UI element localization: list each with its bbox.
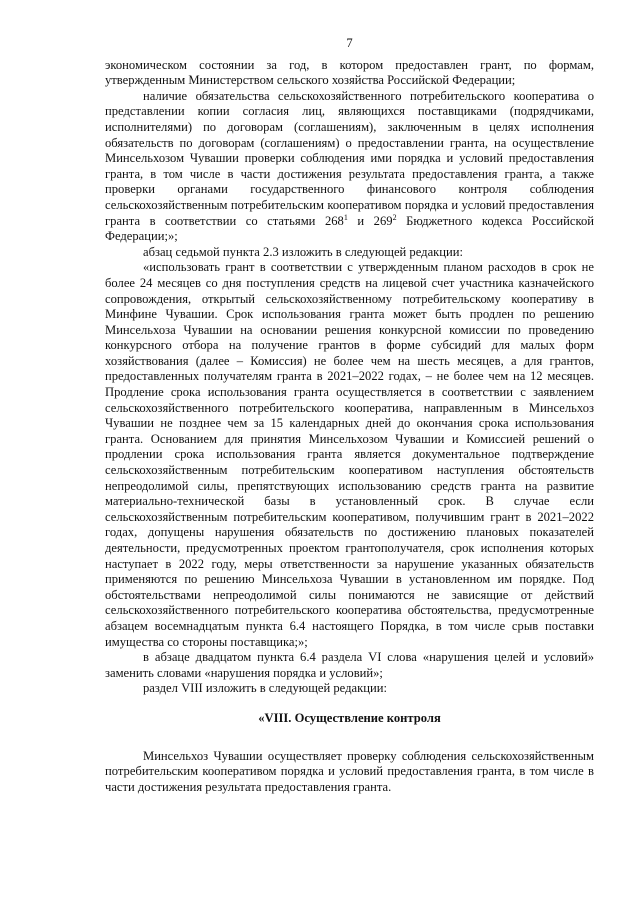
page-number: 7 <box>346 36 353 50</box>
paragraph-6: раздел VIII изложить в следующей редакции: <box>143 681 387 696</box>
paragraph-2-text: наличие обязательства сельскохозяйственного потребительского кооператива о представлении копии согласия лиц, являющихся поставщиками (подрядчиками, исполнителями) по договорам (соглашениям), заключенным в целях исполнения обязательств по договорам (соглашениям) о предоставлении гранта, на осуществление Минсельхозом Чувашии проверки соблюдения ими порядка и условий предоставления гранта, в том числе в части достижения результата предоставления гранта, а также проверки органами государственного финансового контроля соблюдения сельскохозяйственным потребительским кооперативом порядка и условий предоставления гранта в соответствии со статьями 268 <box>105 88 594 228</box>
paragraph-2 <box>105 89 594 245</box>
paragraph-2-tail: Бюджетного кодекса Российской Федерации;»; <box>105 213 594 244</box>
paragraph-3: абзац седьмой пункта 2.3 изложить в следующей редакции: <box>143 244 463 259</box>
paragraph-1: экономическом состоянии за год, в котором предоставлен грант, по формам, утвержденным Министерством сельского хозяйства Российской Федерации; <box>105 57 594 88</box>
footnote-sup-269: 2 <box>392 212 397 222</box>
paragraph-2-mid: и 269 <box>347 213 393 228</box>
paragraph-4: «использовать грант в соответствии с утвержденным планом расходов в срок не более 24 месяцев со дня поступления средств на лицевой счет участника казначейского сопровождения, открытый сельскохозяйственному потребительскому кооперативу в Минфине Чувашии. Срок использования гранта может быть продлен по решению Минсельхоза Чувашии на основании решения конкурсной комиссии по проведению конкурсного отбора на получение грантов в форме субсидий для малых форм хозяйствования (далее – Комиссия) не более чем на шесть месяцев, а для грантов, предоставленных получателям гранта в 2021–2022 годах, – не более чем на 12 месяцев. Продление срока использования гранта осуществляется в соответствии с заявлением сельскохозяйственного потребительского кооператива, направленным в Минсельхоз Чувашии не позднее чем за 15 календарных дней до окончания срока использования гранта. Основанием для принятия Минсельхозом Чувашии и Комиссией решений о продлении срока использования гранта является документальное подтверждение сельскохозяйственным потребительским кооперативом наступления обстоятельств непреодолимой силы, препятствующих использованию средств гранта на развитие материально-технической базы в установленный срок. В случае если сельскохозяйственным потребительским кооперативом, получившим грант в 2021–2022 годах, допущены нарушения обязательств по достижению плановых показателей деятельности, предусмотренных проектом грантополучателя, срок исполнения которых наступает в 2022 году, меры ответственности за нарушение указанных обязательств применяются по решению Минсельхоза Чувашии в установленном им порядке. Под обстоятельствами непреодолимой силы понимаются не зависящие от действий сельскохозяйственного потребительского кооператива обстоятельства, предусмотренные абзацем восемнадцатым пункта 6.4 настоящего Порядка, в том числе срыв поставки имущества со стороны поставщика;»; <box>105 260 594 649</box>
document-page <box>105 36 594 795</box>
paragraph-5: в абзаце двадцатом пункта 6.4 раздела VI слова «нарушения целей и условий» заменить словами «нарушения порядка и условий»; <box>105 650 594 680</box>
footnote-sup-268: 1 <box>343 212 348 222</box>
paragraph-7: Минсельхоз Чувашии осуществляет проверку соблюдения сельскохозяйственным потребительским кооперативом порядка и условий предоставления гранта, в том числе в части достижения результата предоставления гранта. <box>105 748 594 794</box>
section-heading: «VIII. Осуществление контроля <box>258 710 441 725</box>
